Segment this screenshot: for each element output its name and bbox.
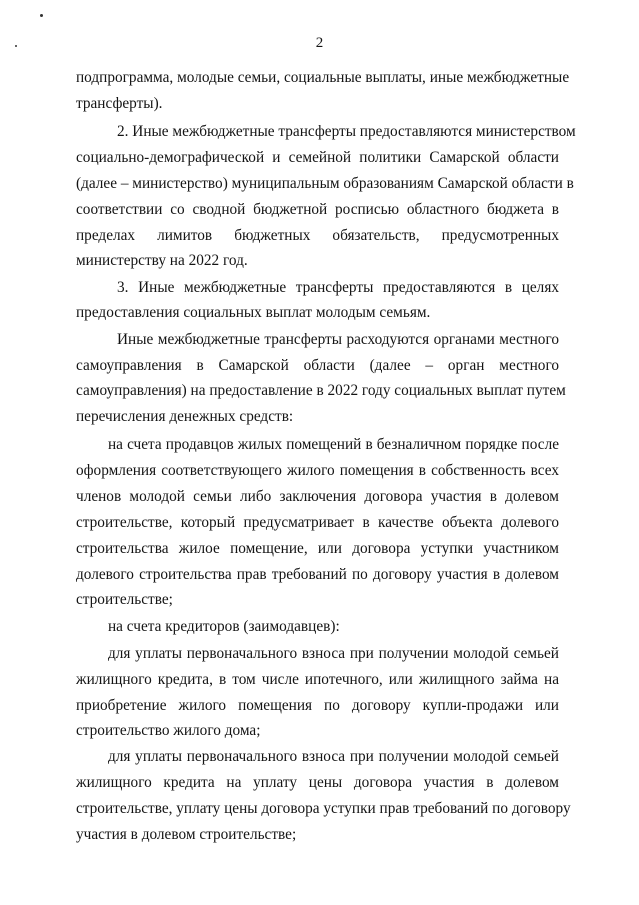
text-line: соответствии со сводной бюджетной росписью областного бюджета в [76, 201, 559, 218]
text-line: (далее – министерство) муниципальным образованиям Самарской области в [76, 175, 574, 192]
text-line: самоуправления в Самарской области (далее – орган местного [76, 357, 559, 374]
text-line: жилищного кредита, в том числе ипотечного, или жилищного займа на [76, 671, 559, 688]
text-line: строительстве, который предусматривает в качестве объекта долевого [76, 514, 559, 531]
text-line: на счета кредиторов (заимодавцев): [108, 618, 340, 635]
text-line: участия в долевом строительстве; [76, 826, 297, 843]
text-line: для уплаты первоначального взноса при получении молодой семьей [108, 645, 559, 662]
text-line: трансферты). [76, 95, 163, 112]
text-line: 2. Иные межбюджетные трансферты предоставляются министерством [117, 123, 576, 140]
text-line: министерству на 2022 год. [76, 252, 248, 269]
text-line: оформления соответствующего жилого помещения в собственность всех [76, 462, 559, 479]
text-line: строительства жилое помещение, или договора уступки участником [76, 540, 559, 557]
text-line: самоуправления) на предоставление в 2022 году социальных выплат путем [76, 382, 566, 399]
text-line: пределах лимитов бюджетных обязательств, предусмотренных [76, 227, 559, 244]
text-line: подпрограмма, молодые семьи, социальные выплаты, иные межбюджетные [76, 69, 570, 86]
text-line: на счета продавцов жилых помещений в безналичном порядке после [108, 436, 559, 453]
text-line: для уплаты первоначального взноса при получении молодой семьей [108, 748, 559, 765]
text-line: членов молодой семьи либо заключения договора участия в долевом [76, 488, 559, 505]
text-line: строительство жилого дома; [76, 722, 261, 739]
text-line: строительстве; [76, 591, 173, 608]
page-number: 2 [315, 35, 324, 51]
text-line: предоставления социальных выплат молодым семьям. [76, 304, 431, 321]
text-line: жилищного кредита на уплату цены договора участия в долевом [76, 774, 559, 791]
text-line: приобретение жилого помещения по договору купли-продажи или [76, 697, 559, 714]
text-line: Иные межбюджетные трансферты расходуются органами местного [117, 331, 559, 348]
text-line: долевого строительства прав требований по договору участия в долевом [76, 566, 559, 583]
text-line: перечисления денежных средств: [76, 408, 294, 425]
text-line: строительстве, уплату цены договора уступки прав требований по договору [76, 800, 571, 817]
text-line: 3. Иные межбюджетные трансферты предоставляются в целях [117, 279, 559, 296]
scan-speck [40, 14, 43, 17]
text-line: социально-демографической и семейной политики Самарской области [76, 149, 559, 166]
